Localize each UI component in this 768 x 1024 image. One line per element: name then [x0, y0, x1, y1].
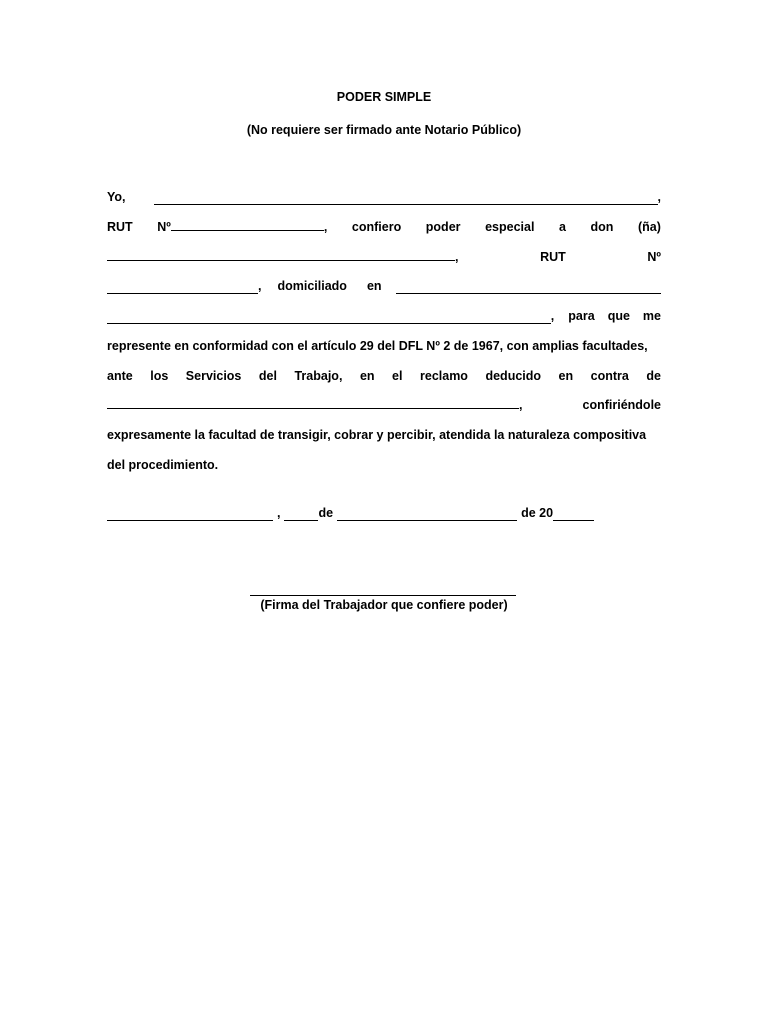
word-servicios: Servicios — [185, 369, 242, 383]
punct-comma: , — [277, 506, 281, 520]
blank-rut-2[interactable] — [107, 281, 258, 294]
word-ante: ante — [107, 369, 133, 383]
word-num: Nº — [157, 220, 171, 234]
word-de: de — [646, 369, 661, 383]
blank-month[interactable] — [337, 508, 517, 521]
line-rut-confiero — [107, 219, 661, 235]
word-reclamo: reclamo — [420, 369, 468, 383]
punct-comma: , — [455, 250, 459, 264]
word-de: de — [318, 506, 334, 520]
word-en: en — [366, 279, 382, 293]
rut-number-group — [157, 218, 327, 235]
word-deducido: deducido — [485, 369, 542, 383]
line-confiriendole — [107, 397, 661, 413]
punct-comma: , — [323, 220, 328, 234]
word-en-2: en — [558, 369, 574, 383]
word-a: a — [558, 220, 566, 234]
word-el: el — [392, 369, 403, 383]
blank-rut-1[interactable] — [171, 218, 324, 231]
word-domiciliado: domiciliado — [277, 279, 347, 293]
blank-place[interactable] — [107, 508, 273, 521]
document-title: PODER SIMPLE — [336, 90, 432, 104]
representative-group — [107, 248, 458, 265]
line-domicilio — [107, 278, 661, 294]
word-na: (ña) — [637, 220, 661, 234]
word-confiriendole: confiriéndole — [582, 398, 661, 412]
word-para: para — [568, 309, 595, 323]
word-que: que — [607, 309, 630, 323]
date-line — [107, 505, 661, 521]
blank-representative[interactable] — [107, 248, 455, 261]
word-trabajo: Trabajo, — [294, 369, 343, 383]
word-yo: Yo, — [107, 190, 126, 204]
line-representative — [107, 249, 661, 265]
word-poder: poder — [425, 220, 461, 234]
punct-comma: , — [657, 190, 661, 204]
punct-comma: , — [519, 398, 523, 412]
line-represente: represente en conformidad con el artículo 29 del DFL Nº 2 de 1967, con amplias facultades, — [107, 339, 648, 353]
blank-day[interactable] — [284, 508, 318, 521]
word-me: me — [642, 309, 661, 323]
defendant-group — [107, 396, 522, 413]
signature-caption: (Firma del Trabajador que confiere poder) — [260, 598, 508, 612]
punct-comma: , — [258, 279, 262, 293]
line-yo — [107, 189, 661, 205]
word-especial: especial — [485, 220, 535, 234]
word-rut: RUT — [107, 220, 133, 234]
document-subtitle: (No requiere ser firmado ante Notario Público) — [246, 123, 522, 137]
word-don: don — [590, 220, 614, 234]
blank-address[interactable] — [396, 281, 661, 294]
line-para-que — [107, 308, 661, 324]
word-confiero: confiero — [351, 220, 402, 234]
word-de-20: de 20 — [521, 506, 554, 520]
word-los: los — [150, 369, 169, 383]
punct-comma: , — [550, 309, 555, 323]
blank-defendant[interactable] — [107, 396, 519, 409]
word-en: en — [359, 369, 375, 383]
word-num: Nº — [647, 250, 661, 264]
word-del: del — [258, 369, 277, 383]
line-procedimiento: del procedimiento. — [107, 458, 219, 472]
word-rut: RUT — [540, 250, 566, 264]
line-ante-los-servicios — [107, 368, 661, 384]
blank-address-2[interactable] — [107, 311, 551, 324]
word-contra: contra — [590, 369, 629, 383]
signature-line[interactable] — [250, 595, 516, 596]
line-expresamente: expresamente la facultad de transigir, cobrar y percibir, atendida la naturaleza compositiva — [107, 428, 647, 442]
blank-year[interactable] — [553, 508, 594, 521]
blank-name[interactable] — [154, 192, 658, 205]
